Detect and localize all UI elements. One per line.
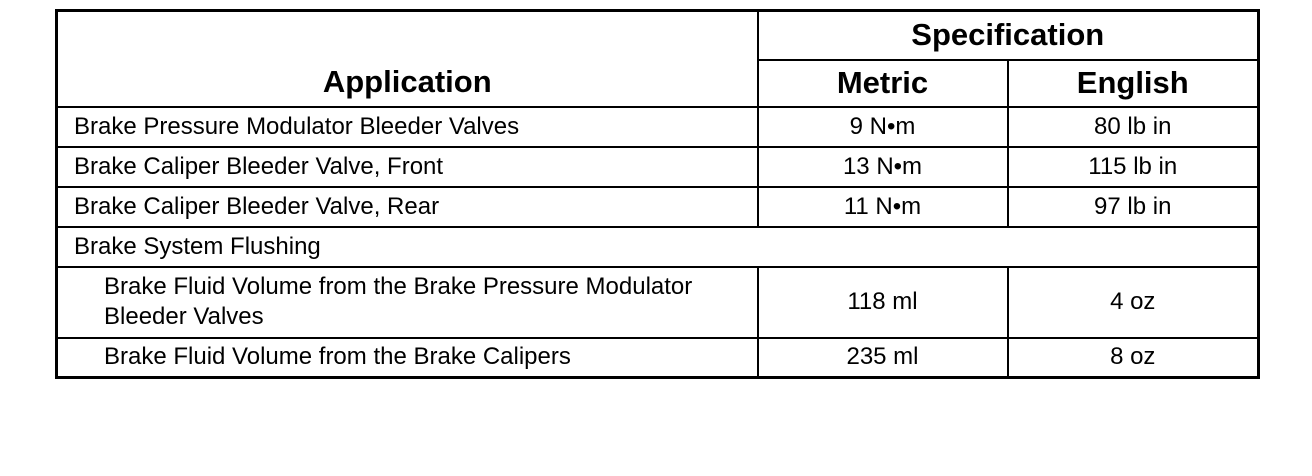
specification-header: Specification: [758, 11, 1259, 60]
english-cell: 8 oz: [1008, 338, 1259, 378]
table-row: [57, 187, 1259, 227]
metric-cell: 118 ml: [758, 267, 1008, 338]
application-cell: Brake Pressure Modulator Bleeder Valves: [57, 107, 758, 147]
english-cell: 80 lb in: [1008, 107, 1259, 147]
application-header: Application: [57, 11, 758, 107]
metric-cell: 235 ml: [758, 338, 1008, 378]
metric-cell: 13 N•m: [758, 147, 1008, 187]
metric-cell: 9 N•m: [758, 107, 1008, 147]
metric-header: Metric: [758, 60, 1008, 107]
application-cell: Brake Caliper Bleeder Valve, Front: [57, 147, 758, 187]
section-heading-cell: Brake System Flushing: [57, 227, 1259, 267]
section-row: [57, 227, 1259, 267]
metric-cell: 11 N•m: [758, 187, 1008, 227]
application-cell: Brake Caliper Bleeder Valve, Rear: [57, 187, 758, 227]
application-cell: Brake Fluid Volume from the Brake Pressure Modulator Bleeder Valves: [57, 267, 758, 338]
english-cell: 4 oz: [1008, 267, 1259, 338]
header-row-top: [57, 11, 1259, 60]
application-cell: Brake Fluid Volume from the Brake Calipers: [57, 338, 758, 378]
english-header: English: [1008, 60, 1259, 107]
english-cell: 115 lb in: [1008, 147, 1259, 187]
table-row: [57, 338, 1259, 378]
english-cell: 97 lb in: [1008, 187, 1259, 227]
table-row: [57, 267, 1259, 338]
specification-table: [55, 9, 1260, 379]
table-row: [57, 107, 1259, 147]
table-row: [57, 147, 1259, 187]
